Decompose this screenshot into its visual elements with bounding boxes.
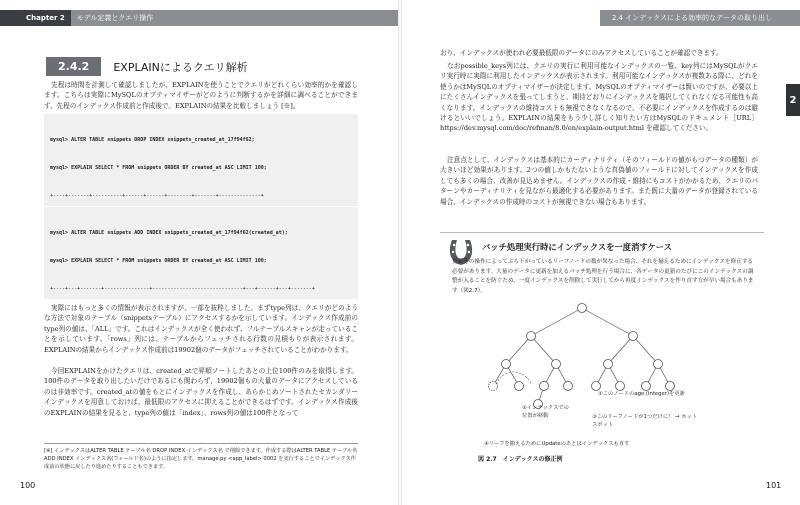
left-para-3: 今回EXPLAINをかけたクエリは、created_atで昇順ソートしたあとの上位100件のみを取得します。100件のデータを取り出したいだけであるにも関わらず、19902個もの大量のデータにアクセスしているのは非効率です。created_atの値をもとにインデックスを作成し、あらかじめソートされたセカンダリーインデックスを用意しておけば、最低限のアクセスに抑えることができるはずです。インデックス作成後のEXPLAINの結果を見ると、type列の値は「index」、rows列の値は100件となって <box>44 367 358 417</box>
figure-label-2: ②インデックスでの位置が移動 <box>522 405 569 419</box>
tree-node <box>515 382 524 391</box>
section-heading <box>46 57 248 76</box>
column-box-text: 更新等の操作によってぶら下がっているリーフノードの数が異なった場合、それを揃えるためにインデックスを修正する必要があります。大量のデータに更新を加えるバッチ処理を行う場合に、各データの更新のたびにこのインデックスの調整が入ることを防ぐため、一度インデックスを削除して実行してから再度インデックスを作り直す方が早い場合もあります（図2.7）。 <box>452 259 754 294</box>
tree-node <box>552 360 561 369</box>
section-title: EXPLAINによるクエリ解析 <box>113 60 248 74</box>
page-number-left: 100 <box>20 481 36 490</box>
code-block-after <box>44 207 358 299</box>
tree-node <box>502 360 511 369</box>
left-running-header <box>0 10 400 26</box>
tree-node <box>489 382 498 391</box>
tree-node <box>629 332 638 341</box>
code-line: mysql> EXPLAIN SELECT * FROM snippets ORDER BY created_at ASC LIMIT 100; <box>50 165 267 172</box>
tree-node <box>654 360 663 369</box>
tree-node <box>527 332 536 341</box>
tree-node <box>540 382 549 391</box>
tree-node <box>564 382 573 391</box>
code-line: mysql> ALTER TABLE snippets DROP INDEX snippets_created_at_17f94f62; <box>50 136 255 143</box>
column-box-rule <box>440 232 764 233</box>
code-block-before <box>44 114 358 206</box>
code-line: +----+---+-------+---------------+------------------------------+---+------+---+-------+ <box>50 286 315 293</box>
code-line: mysql> EXPLAIN SELECT * FROM snippets ORDER BY created_at ASC LIMIT 100; <box>50 258 267 265</box>
left-para-2: 実際にはもっと多くの情報が表示されますが、一部を抜粋しました。まずtype列は、クエリがどのような方法で対象のテーブル（snippetsテーブル）にアクセスするかを示しています。インデックス作成前のtype列の値は、「ALL」です。これはインデックスが全く使われず、フルテーブルスキャンが走っていることを示しています。「rows」列には、テーブルからフェッチされる行数の見積もりが表示されます。EXPLAINの結果からインデックス作成前は19902個のデータがフェッチされていることがわかります。 <box>44 304 358 354</box>
page-number-right: 101 <box>766 481 782 490</box>
chapter-thumb-tab: 2 <box>786 84 800 116</box>
code-line: mysql> ALTER TABLE snippets ADD INDEX snippets_created_at_17f94f62(created_at); <box>50 229 288 236</box>
right-para-1: おり、インデックスが使われ必要最低限のデータにのみアクセスしていることが確認できます。 <box>440 49 723 57</box>
tree-node <box>604 360 613 369</box>
footnote: [※] インデックスはALTER TABLE テーブル名 DROP INDEX インデックス名 で削除できます。作成する際はALTER TABLE テーブル名 ADD INDEX インデックス名(フィールド名)のように指定します。manage.py <app_label> 0002 を実行することでインデックス作成前の状態に戻したり進めたりすることもできます。 <box>44 443 358 471</box>
chapter-tag: Chapter 2 <box>0 10 71 26</box>
section-number: 2.4.2 <box>46 57 101 76</box>
figure-caption: 図 2.7 インデックスの修正例 <box>478 456 563 463</box>
figure-label-4: ④リーフを揃えるためにUpdateのあとはインデックスも直す <box>484 441 630 447</box>
right-para-2: なおpossible_keys列には、クエリの実行に利用可能なインデックスの一覧、key列にはMySQLがクエリ実行時に実際に利用したインデックスが表示されます。利用可能なインデックスが複数ある際に、どれを使うかはMySQLのオプティマイザーが決定します。MySQLのオプティマイザーは賢いのですが、必要以上にたくさんインデックスを張ってしまうと、期待どおりにインデックスを選択してくれなくなる可能性も高くなります。インデックスの維持コストも無視できなくなるので、不必要にインデックスを作成するのは避けるといいでしょう。EXPLAINの結果をもう少し詳しく知りたい方はMySQLのドキュメント［URL］https://dev.mysql.com/doc/refman/8.0/en/explain-output.html を確認してください。 <box>440 62 758 133</box>
figure-label-1: ①このノードのage (integer)を更新 <box>598 391 685 397</box>
figure-label-3: ③このリーフノードが1つだけに！ → ホットスポット <box>592 414 698 428</box>
right-para-3: 注意点として、インデックスは基本的にカーディナリティ（そのフィールドの値がもつデータの種類）が大きいほど効果があります。2つの値しかもたないような真偽値のフィールドに対してインデックスを作成しても多くの場合、改善が見込めません。インデックスの作成・維持にもコストがかかるため、クエリのパターンやカーディナリティを見ながら最適化する必要があります。また既に大量のデータが登録されている場合、インデックスの作成時のコストが無視できない場合もあります。 <box>440 156 758 206</box>
chapter-title: モデル定義とクエリ操作 <box>76 14 154 22</box>
column-box-title: バッチ処理実行時にインデックスを一度消すケース <box>482 242 672 252</box>
tree-node <box>578 304 587 313</box>
section-header: 2.4 インデックスによる効率的なデータの取り出し <box>600 10 800 26</box>
code-line: +----+-------+----------+------+------+--------+-------+--------------+ <box>50 193 264 200</box>
left-para-1: 先程は時間を計測して確認しましたが、EXPLAINを使うことでクエリがどれくらい効率的かを確認します。こちらは実際にMySQLのオプティマイザーがどのように判断するかを詳細に調べることができます。先程のインデックス作成前と作成後で、EXPLAINの結果を比較しましょう [※]。 <box>44 81 358 110</box>
